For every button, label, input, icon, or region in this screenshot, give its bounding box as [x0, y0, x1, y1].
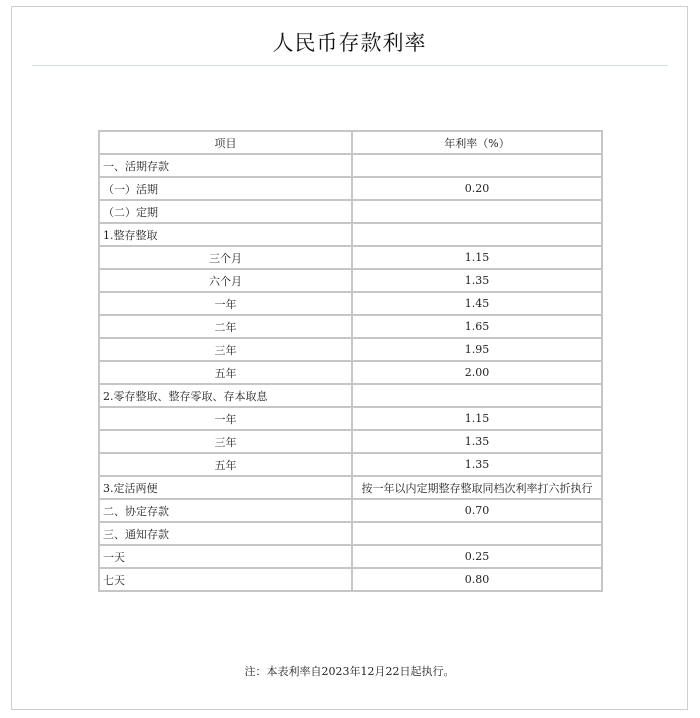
row-item: 六个月: [99, 269, 352, 292]
table-row: [99, 384, 602, 407]
table-row: [99, 315, 602, 338]
table-row: [99, 246, 602, 269]
table-row: [99, 407, 602, 430]
row-item: 3.定活两便: [99, 476, 352, 499]
table-row: [99, 568, 602, 591]
row-rate: 1.65: [352, 315, 602, 338]
page-title: 人民币存款利率: [272, 31, 427, 55]
table-row: [99, 499, 602, 522]
row-item: 一、活期存款: [99, 154, 352, 177]
table-row: [99, 200, 602, 223]
column-header-item: 项目: [99, 131, 352, 154]
row-item: 2.零存整取、整存零取、存本取息: [99, 384, 352, 407]
row-item: 五年: [99, 453, 352, 476]
row-rate: 1.35: [352, 430, 602, 453]
row-rate: 0.25: [352, 545, 602, 568]
row-item: 一天: [99, 545, 352, 568]
row-rate: 2.00: [352, 361, 602, 384]
row-item: 一年: [99, 292, 352, 315]
deposit-rate-table: [98, 130, 603, 592]
table-row: [99, 361, 602, 384]
row-rate: [352, 223, 602, 246]
row-item: 三年: [99, 430, 352, 453]
row-rate: 1.95: [352, 338, 602, 361]
table-row: [99, 269, 602, 292]
table-row: [99, 154, 602, 177]
row-rate: 1.15: [352, 407, 602, 430]
table-row: [99, 476, 602, 499]
row-item: 二、协定存款: [99, 499, 352, 522]
row-rate: 1.35: [352, 453, 602, 476]
row-item: 二年: [99, 315, 352, 338]
row-rate: 1.15: [352, 246, 602, 269]
row-rate: [352, 384, 602, 407]
row-rate: [352, 522, 602, 545]
row-rate: 1.35: [352, 269, 602, 292]
row-item: （一）活期: [99, 177, 352, 200]
table-row: [99, 522, 602, 545]
table-header-row: [99, 131, 602, 154]
row-item: 1.整存整取: [99, 223, 352, 246]
row-rate: 0.80: [352, 568, 602, 591]
title-divider: [32, 65, 668, 66]
row-rate: 0.70: [352, 499, 602, 522]
row-item: （二）定期: [99, 200, 352, 223]
row-rate: 按一年以内定期整存整取同档次利率打六折执行: [352, 476, 602, 499]
table-row: [99, 177, 602, 200]
row-item: 三年: [99, 338, 352, 361]
table-row: [99, 338, 602, 361]
row-item: 三、通知存款: [99, 522, 352, 545]
table-row: [99, 545, 602, 568]
table-row: [99, 453, 602, 476]
row-item: 七天: [99, 568, 352, 591]
article-frame: [11, 6, 688, 710]
table-row: [99, 223, 602, 246]
column-header-rate: 年利率（%）: [352, 131, 602, 154]
row-rate: 0.20: [352, 177, 602, 200]
table-row: [99, 292, 602, 315]
row-rate: [352, 154, 602, 177]
table-row: [99, 430, 602, 453]
footnote: 注：本表利率自2023年12月22日起执行。: [244, 665, 455, 678]
row-rate: [352, 200, 602, 223]
row-item: 五年: [99, 361, 352, 384]
row-item: 一年: [99, 407, 352, 430]
row-rate: 1.45: [352, 292, 602, 315]
row-item: 三个月: [99, 246, 352, 269]
